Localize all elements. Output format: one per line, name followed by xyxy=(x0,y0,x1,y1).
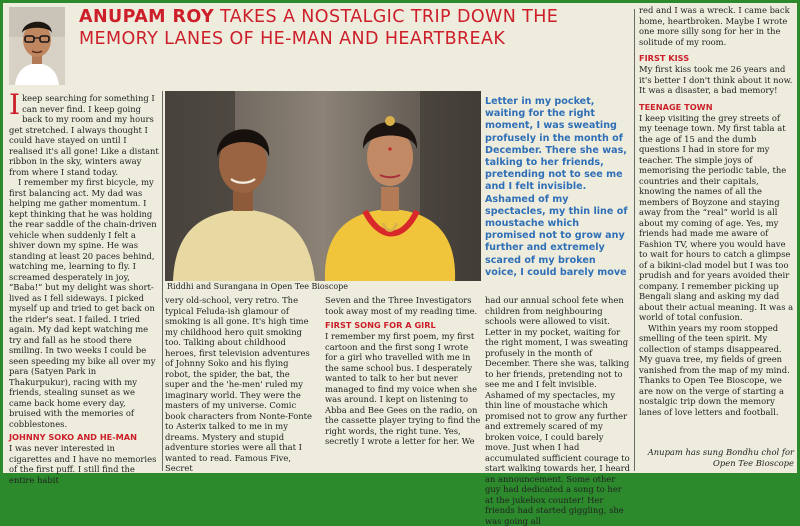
subhead-teenage-town: TEENAGE TOWN xyxy=(639,101,713,112)
teenage-town-paragraph: I keep visiting the grey streets of my teenage town. My first tabla at the age of 15 and the dumb questions I had in store for my teacher. The simple joys of memorising the periodic table, the countries and their capitals, knowing the names of all the members of Boyzone and staying away from the “real” world is all about my coming of age. Yes, my friends had made me aware of Fashion TV, where you would have to wait for hours to catch a glimpse of a bikini-clad model but I was too prudish and for years avoided their company. I remember picking up Bengali slang and asking my dad about their actual meaning. It was a world of total confusion. xyxy=(639,112,794,322)
newspaper-page xyxy=(3,3,797,526)
cigarettes-paragraph: I was never interested in cigarettes and I have no memories of the first puff. I still find the entire habit xyxy=(9,443,157,485)
intro-paragraph xyxy=(9,88,159,177)
column-1 xyxy=(9,88,159,485)
school-fete-paragraph: had our annual school fete when children from neighbouring schools were allowed to visit. Letter in my pocket, waiting for the right moment, I was sweating profusely in the month of December. There she was, talking to her friends, pretending not to see me and I felt invisible. Ashamed of my spectacles, my thin line of moustache which promised not to grow any further and extremely scared of my broken voice, I could barely move. Just when I had accumulated sufficient courage to start walking towards her, I heard an announcement. Some other guy had dedicated a song to her at the jukebox counter! Her friends had started giggling, she was going all xyxy=(485,295,631,526)
drop-cap: I xyxy=(9,88,21,121)
subhead-first-kiss: FIRST KISS xyxy=(639,53,690,63)
column-5 xyxy=(639,5,794,427)
intro-text: keep searching for something I can never find. I keep going back to my room and my hours get stretched. I always thought I could have stayed on until I realised it's all gone! Like a distant ribbon in the sky, winters away from where I stand today. xyxy=(9,93,159,177)
movie-still-photo xyxy=(165,91,481,281)
first-kiss-paragraph: My first kiss took me 26 years and it's better I don't think about it now. It was a disaster, a bad memory! xyxy=(639,64,793,95)
photo-caption: Riddhi and Surangana in Open Tee Bioscope xyxy=(167,282,348,291)
reading-time-paragraph: Seven and the Three Investigators took away most of my reading time. xyxy=(325,295,478,316)
subhead-johnny-soko: JOHNNY SOKO AND HE-MAN xyxy=(9,432,138,442)
credit-line-1: Anupam has sung Bondhu chol for xyxy=(647,447,794,457)
headline-line-2: MEMORY LANES OF HE-MAN AND HEARTBREAK xyxy=(79,29,506,49)
author-credit xyxy=(639,447,794,468)
headline-name: ANUPAM ROY xyxy=(79,7,215,27)
author-portrait xyxy=(9,7,65,85)
heroes-paragraph: very old-school, very retro. The typical Feluda-ish glamour of smoking is all gone. It's high time my childhood hero quit smoking too. Talking about childhood heroes, first television adventures of Johnny Soko and his flying robot, the spider, the bat, the super and the 'he-men' ruled my imaginary world. They were the masters of my universe. Comic book characters from Nonte-Fonte to Asterix talked to me in my dreams. Mystery and stupid adventure stories were all that I wanted to read. Famous Five, Secret xyxy=(165,295,313,473)
credit-line-2: Open Tee Bioscope xyxy=(713,457,794,468)
closing-paragraph: Within years my room stopped smelling of the teen spirit. My collection of stamps disappeared. My guava tree, my fields of green vanished from the map of my mind. Thanks to Open Tee Bioscope, we are now on the verge of starting a nostalgic trip down the memory lanes of love letters and football. xyxy=(639,322,790,417)
headline-line-1-rest: TAKES A NOSTALGIC TRIP DOWN THE xyxy=(220,7,559,27)
column-2 xyxy=(165,295,315,473)
heartbroken-paragraph: red and I was a wreck. I came back home, heartbroken. Maybe I wrote one more silly song for her in the solitude of my room. xyxy=(639,5,790,47)
column-divider xyxy=(162,91,163,471)
first-song-paragraph: I remember my first poem, my first cartoon and the first song I wrote for a girl who travelled with me in the same school bus. I desperately wanted to talk to her but never managed to find my voice when she was around. I kept on listening to Abba and Bee Gees on the radio, on the cassette player trying to find the right words, the right tune. Yes, secretly I wrote a letter for her. We xyxy=(325,331,481,446)
column-3 xyxy=(325,295,481,473)
bicycle-paragraph: I remember my first bicycle, my first balancing act. My dad was helping me gather momentum. I kept thinking that he was holding the rear saddle of the chain-driven vehicle when suddenly I felt a shiver down my spine. He was standing at least 20 paces behind, watching me, learning to fly. I screamed desperately in joy, “Baba!” but my delight was short-lived as I fell sideways. I picked myself up and tried to get back on the rider's seat. I failed. I tried again. My dad kept watching me try and fall as he stood there smiling. In two weeks I could be seen speeding my bike all over my para (Satyen Park in Thakurpukur), racing with my friends, stealing sunset as we came back home every day, bruised with the memories of cobblestones. xyxy=(9,177,157,429)
subhead-first-song: FIRST SONG FOR A GIRL xyxy=(325,320,436,330)
column-4 xyxy=(485,295,631,526)
column-divider xyxy=(634,9,635,471)
pull-quote: Letter in my pocket, waiting for the right moment, I was sweating profusely in the month of December. There she was, talking to her friends, pretending not to see me and I felt invisible. Ashamed of my spectacles, my thin line of moustache which promised not to grow any further and extremely scared of my broken voice, I could barely move xyxy=(485,96,628,278)
